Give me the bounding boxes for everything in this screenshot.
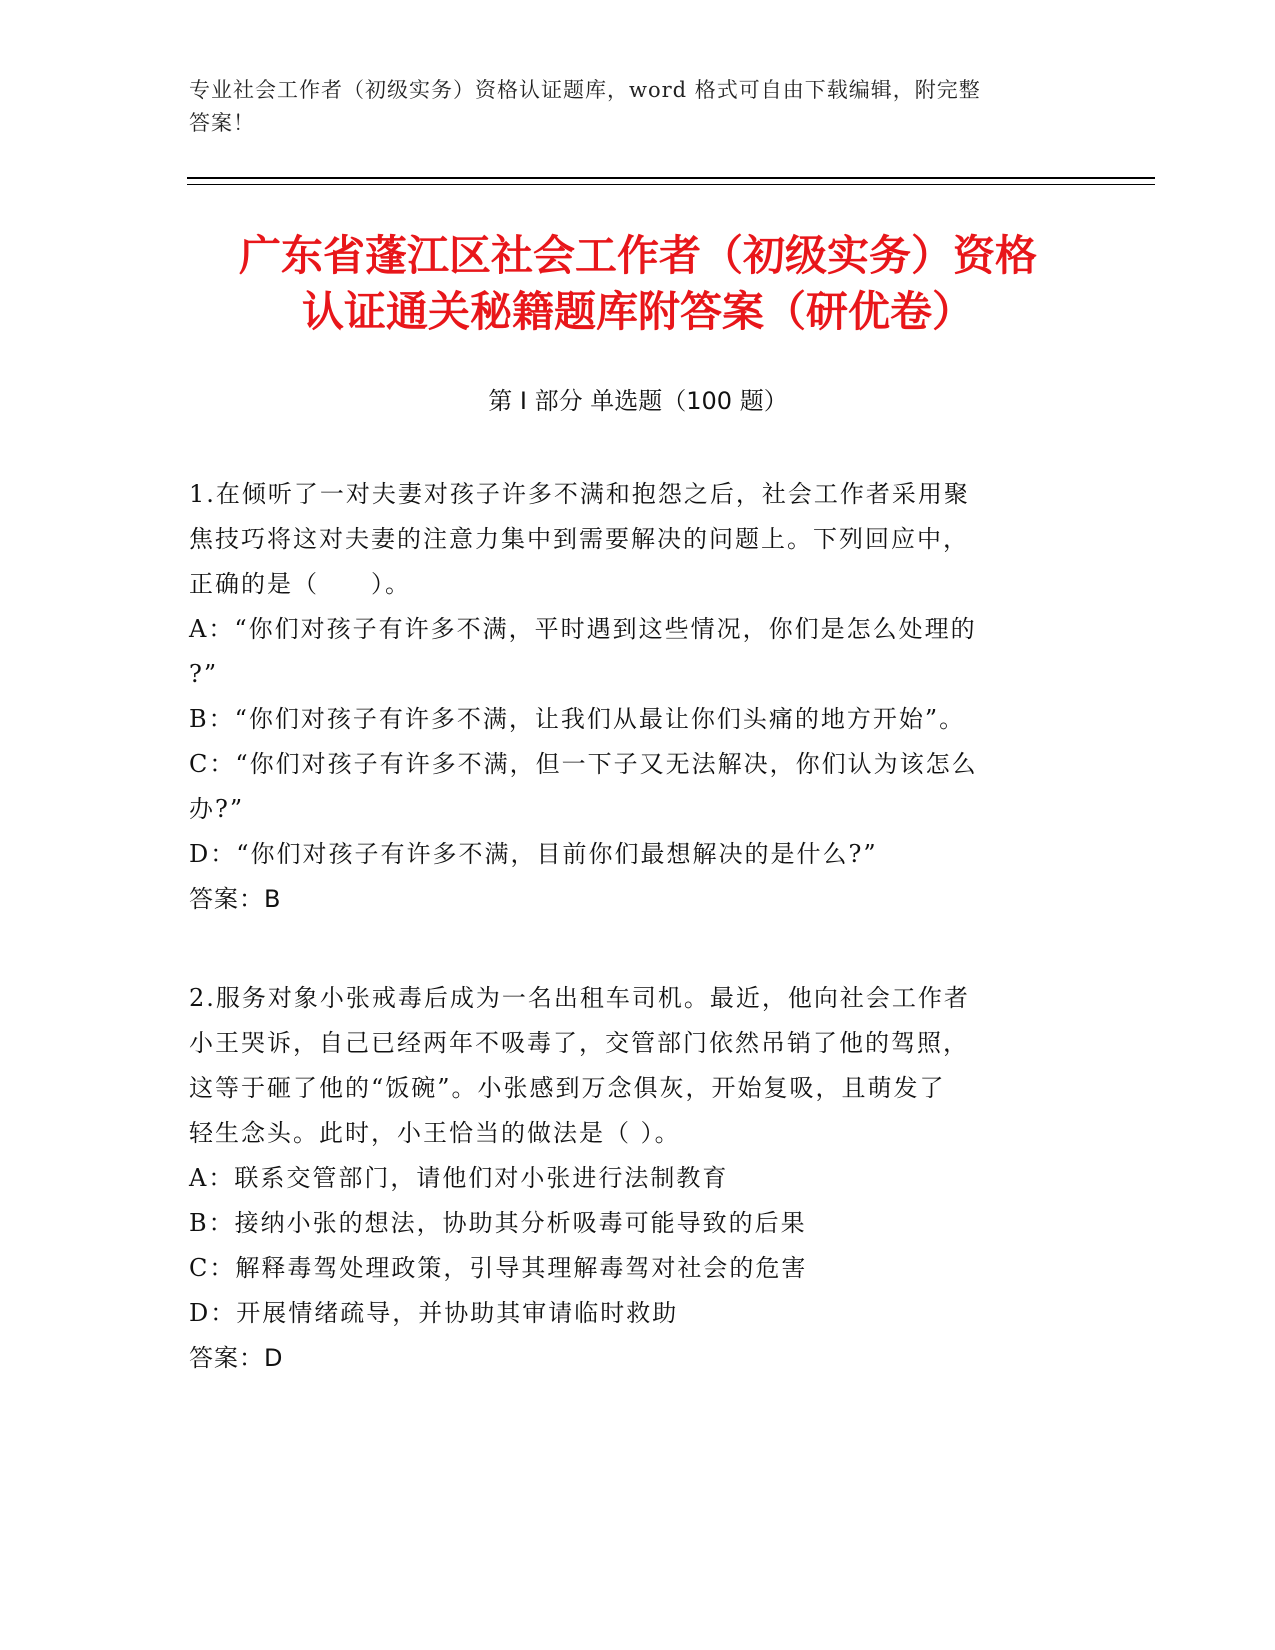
question-stem-line: 轻生念头。此时，小王恰当的做法是（ ）。	[189, 1119, 681, 1147]
question-stem-line: 焦技巧将这对夫妻的注意力集中到需要解决的问题上。下列回应中，	[189, 525, 969, 553]
option-a: A：“你们对孩子有许多不满，平时遇到这些情况，你们是怎么处理的	[189, 615, 977, 643]
question-stem-line: 正确的是（ ）。	[189, 570, 411, 598]
option-c: C：“你们对孩子有许多不满，但一下子又无法解决，你们认为该怎么	[189, 750, 978, 778]
header-divider-thick	[187, 177, 1155, 179]
header-divider-thin	[187, 184, 1155, 185]
question-stem-line: 1.在倾听了一对夫妻对孩子许多不满和抱怨之后，社会工作者采用聚	[189, 480, 970, 508]
answer-line: 答案：D	[189, 1344, 284, 1372]
document-title-line: 广东省蓬江区社会工作者（初级实务）资格	[238, 231, 1037, 280]
answer-line: 答案：B	[189, 885, 282, 913]
section-heading: 第 I 部分 单选题（100 题）	[488, 387, 788, 415]
question-stem-line: 小王哭诉，自己已经两年不吸毒了，交管部门依然吊销了他的驾照，	[189, 1029, 969, 1057]
option-b: B：“你们对孩子有许多不满，让我们从最让你们头痛的地方开始”。	[189, 705, 966, 733]
option-a-continued: ?”	[189, 660, 219, 688]
document-title	[150, 228, 1126, 340]
question-2	[189, 976, 1089, 1381]
option-c-continued: 办?”	[189, 795, 245, 823]
header-note-line: 答案！	[189, 111, 255, 135]
option-a: A：联系交管部门，请他们对小张进行法制教育	[189, 1164, 729, 1192]
option-d: D：开展情绪疏导，并协助其审请临时救助	[189, 1299, 679, 1327]
option-b: B：接纳小张的想法，协助其分析吸毒可能导致的后果	[189, 1209, 807, 1237]
header-note	[189, 74, 1089, 140]
option-d: D：“你们对孩子有许多不满，目前你们最想解决的是什么?”	[189, 840, 878, 868]
question-stem-line: 这等于砸了他的“饭碗”。小张感到万念俱灰，开始复吸，且萌发了	[189, 1074, 946, 1102]
question-stem-line: 2.服务对象小张戒毒后成为一名出租车司机。最近，他向社会工作者	[189, 984, 970, 1012]
option-c: C：解释毒驾处理政策，引导其理解毒驾对社会的危害	[189, 1254, 808, 1282]
document-title-line: 认证通关秘籍题库附答案（研优卷）	[301, 287, 974, 336]
question-1	[189, 472, 1089, 922]
header-note-line: 专业社会工作者（初级实务）资格认证题库，word 格式可自由下载编辑，附完整	[189, 78, 981, 102]
